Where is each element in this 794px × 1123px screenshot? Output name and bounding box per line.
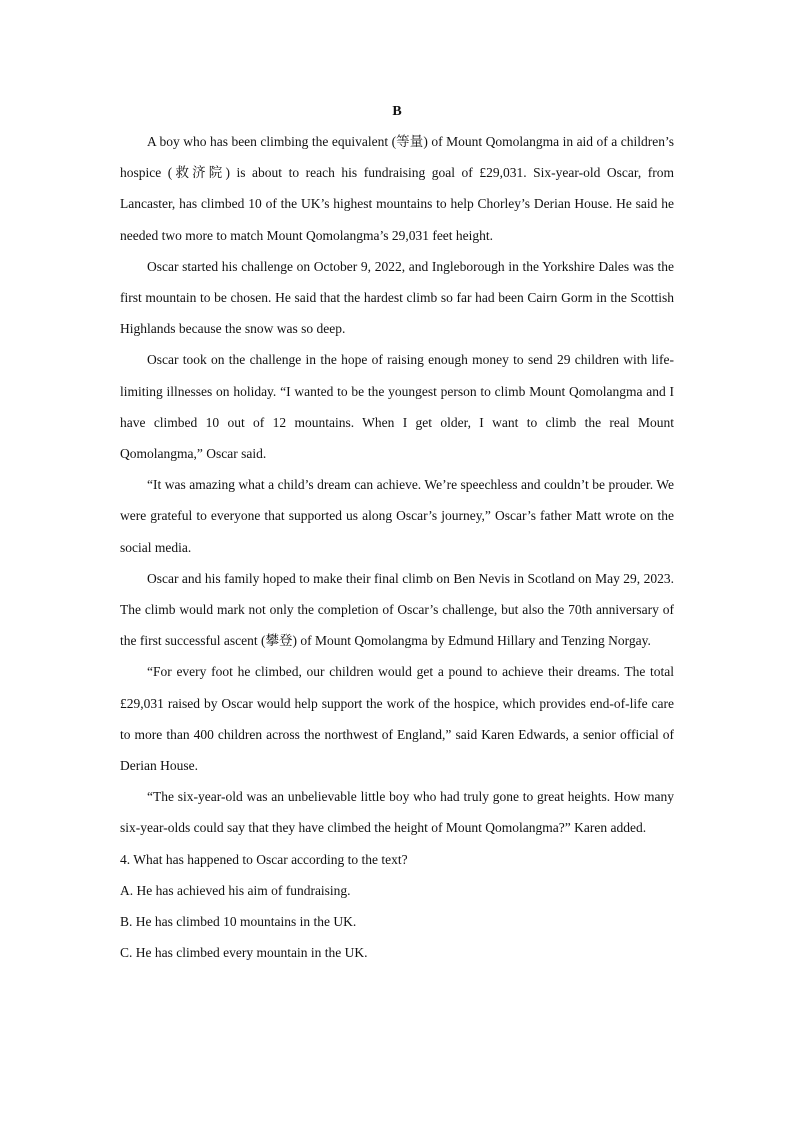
paragraph-5: Oscar and his family hoped to make their final climb on Ben Nevis in Scotland on May 29, 2023. The climb would mark not only the completion of Oscar’s challenge, but also the 70th anniversary of the first successful ascent (攀登) of Mount Qomolangma by Edmund Hillary and Tenzing Norgay. <box>120 570 674 649</box>
answer-option-c: C. He has climbed every mountain in the UK. <box>120 945 368 961</box>
answer-option-a: A. He has achieved his aim of fundraising. <box>120 882 351 898</box>
answer-option-b: B. He has climbed 10 mountains in the UK. <box>120 914 357 930</box>
paragraph-2: Oscar started his challenge on October 9, 2022, and Ingleborough in the Yorkshire Dales was the first mountain to be chosen. He said that the hardest climb so far had been Cairn Gorm in the Scottish Highlands because the snow was so deep. <box>120 258 674 337</box>
paragraph-7: “The six-year-old was an unbelievable little boy who had truly gone to great heights. How many six-year-olds could say that they have climbed the height of Mount Qomolangma?” Karen added. <box>120 789 674 836</box>
paragraph-6: “For every foot he climbed, our children would get a pound to achieve their dreams. The total £29,031 raised by Oscar would help support the work of the hospice, which provides end-of-life care to more than 400 children across the northwest of England,” said Karen Edwards, a senior official of Derian House. <box>120 664 674 774</box>
section-heading: B <box>392 104 402 119</box>
document-page <box>120 100 674 968</box>
paragraph-1: A boy who has been climbing the equivalent (等量) of Mount Qomolangma in aid of a children’s hospice (救济院) is about to reach his fundraising goal of £29,031. Six-year-old Oscar, from Lancaster, has climbed 10 of the UK’s highest mountains to help Chorley’s Derian House. He said he needed two more to match Mount Qomolangma’s 29,031 feet height. <box>120 134 674 243</box>
question-stem: 4. What has happened to Oscar according to the text? <box>120 851 408 867</box>
paragraph-3: Oscar took on the challenge in the hope of raising enough money to send 29 children with life-limiting illnesses on holiday. “I wanted to be the youngest person to climb Mount Qomolangma and I have climbed 10 out of 12 mountains. When I get older, I want to climb the real Mount Qomolangma,” Oscar said. <box>120 352 674 462</box>
paragraph-4: “It was amazing what a child’s dream can achieve. We’re speechless and couldn’t be prouder. We were grateful to everyone that supported us along Oscar’s journey,” Oscar’s father Matt wrote on the social media. <box>120 477 674 555</box>
